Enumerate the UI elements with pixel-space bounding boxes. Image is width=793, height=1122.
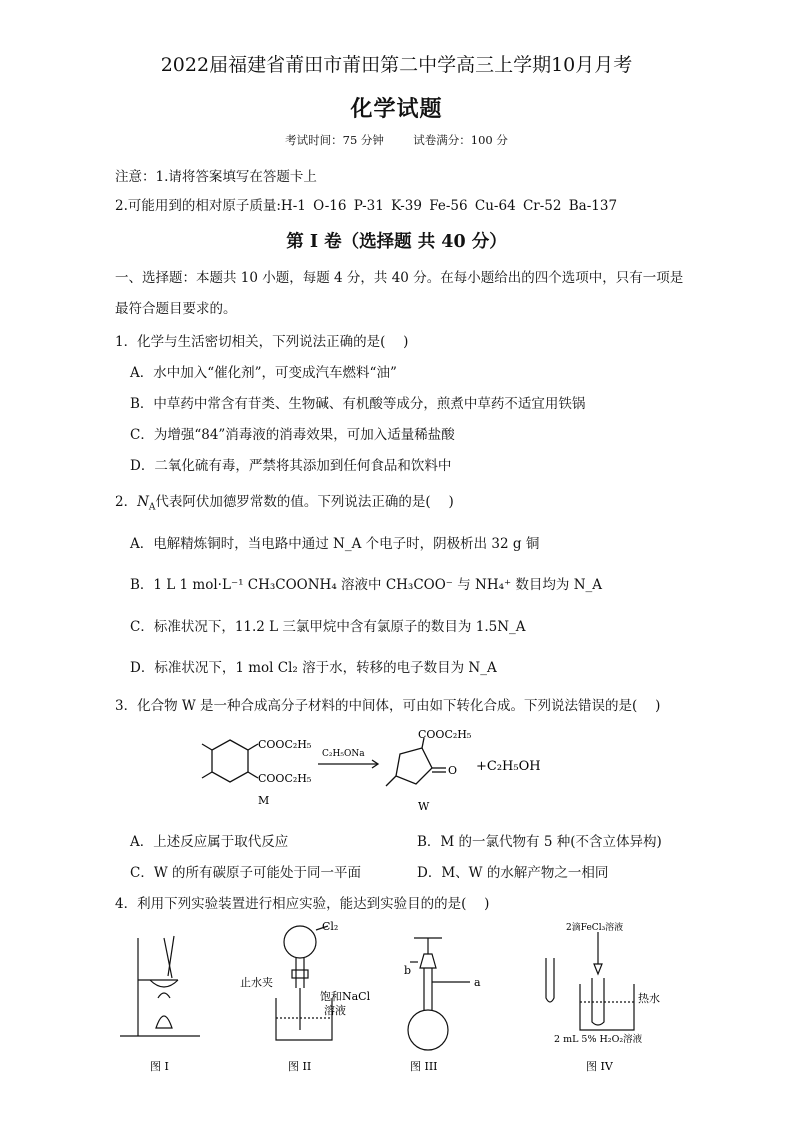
- q1-option-a: A．水中加入“催化剂”，可变成汽车燃料“油”: [130, 365, 397, 381]
- fig4-top-label: 2滴FeCl₃溶液: [566, 923, 624, 933]
- note-1: 注意：1.请将答案填写在答题卡上: [115, 169, 317, 185]
- note-2: 2.可能用到的相对原子质量:H-1 O-16 P-31 K-39 Fe-56 Cu-64 Cr-52 Ba-137: [115, 198, 618, 214]
- fig3-b-label: b: [404, 964, 412, 977]
- q1-option-b: B．中草药中常含有苷类、生物碱、有机酸等成分，煎煮中草药不适宜用铁锅: [130, 396, 586, 412]
- fig2-solution-line2: 溶液: [324, 1004, 346, 1017]
- w-substituent: COOC₂H₅: [418, 728, 472, 741]
- byproduct: +C₂H₅OH: [476, 759, 541, 774]
- fig2-caption: 图 II: [288, 1060, 312, 1073]
- q3-stem: 3．化合物 W 是一种合成高分子材料的中间体，可由如下转化合成。下列说法错误的是( ): [115, 698, 661, 714]
- section-instructions-2: 最符合题目要求的。: [115, 301, 237, 317]
- q3-option-b: B．M 的一氯代物有 5 种(不含立体异构): [417, 834, 662, 850]
- fig2-clamp-label: 止水夹: [240, 976, 273, 989]
- full-score: 试卷满分：100 分: [413, 133, 508, 147]
- fig4-bottom-label: 2 mL 5% H₂O₂溶液: [554, 1034, 643, 1045]
- fig4-hot-water-label: 热水: [638, 992, 660, 1005]
- q2-option-d: D．标准状况下，1 mol Cl₂ 溶于水，转移的电子数目为 N_A: [130, 660, 497, 676]
- exam-subtitle: 化学试题: [350, 96, 443, 122]
- q4-stem: 4．利用下列实验装置进行相应实验，能达到实验目的的是( ): [115, 896, 490, 912]
- fig3-caption: 图 III: [410, 1060, 438, 1073]
- w-label: W: [418, 800, 430, 813]
- na-symbol: N: [137, 494, 149, 510]
- w-ketone-oxygen: O: [448, 764, 458, 777]
- q2-option-b: B．1 L 1 mol·L⁻¹ CH₃COONH₄ 溶液中 CH₃COO⁻ 与 NH₄⁺ 数目均为 N_A: [130, 577, 603, 593]
- q1-option-d: D．二氧化硫有毒，严禁将其添加到任何食品和饮料中: [130, 458, 452, 474]
- exam-meta: [0, 132, 793, 148]
- q1-stem: 1．化学与生活密切相关，下列说法正确的是( ): [115, 334, 409, 350]
- q3-option-c: C．W 的所有碳原子可能处于同一平面: [130, 865, 361, 881]
- q3-option-d: D．M、W 的水解产物之一相同: [417, 865, 609, 881]
- q2-option-a: A．电解精炼铜时，当电路中通过 N_A 个电子时，阴极析出 32 g 铜: [130, 536, 540, 552]
- q4-apparatus-figures: [110, 918, 690, 1078]
- exam-time: 考试时间：75 分钟: [285, 133, 384, 147]
- q1-option-c: C．为增强“84”消毒液的消毒效果，可加入适量稀盐酸: [130, 427, 455, 443]
- section-title: 第 I 卷（选择题 共 40 分）: [286, 232, 507, 252]
- fig4-caption: 图 IV: [586, 1060, 613, 1073]
- q2-stem: 2．$N_A$代表阿伏加德罗常数的值。下列说法正确的是( ): [115, 494, 454, 513]
- q3-reaction-scheme: [200, 728, 590, 818]
- m-substituent-2: COOC₂H₅: [258, 772, 312, 785]
- q3-option-a: A．上述反应属于取代反应: [130, 834, 289, 850]
- section-instructions-1: 一、选择题：本题共 10 小题，每题 4 分，共 40 分。在每小题给出的四个选项中，只有一项是: [115, 270, 684, 286]
- m-substituent-1: COOC₂H₅: [258, 738, 312, 751]
- exam-title: 2022届福建省莆田市莆田第二中学高三上学期10月月考: [160, 54, 633, 76]
- fig1-caption: 图 I: [150, 1060, 169, 1073]
- m-label: M: [258, 794, 270, 807]
- fig3-a-label: a: [474, 976, 481, 989]
- fig2-solution-line1: 饱和NaCl: [320, 990, 371, 1003]
- q2-option-c: C．标准状况下，11.2 L 三氯甲烷中含有氯原子的数目为 1.5N_A: [130, 619, 526, 635]
- reagent-label: C₂H₅ONa: [322, 749, 365, 759]
- fig2-gas-label: Cl₂: [322, 920, 339, 933]
